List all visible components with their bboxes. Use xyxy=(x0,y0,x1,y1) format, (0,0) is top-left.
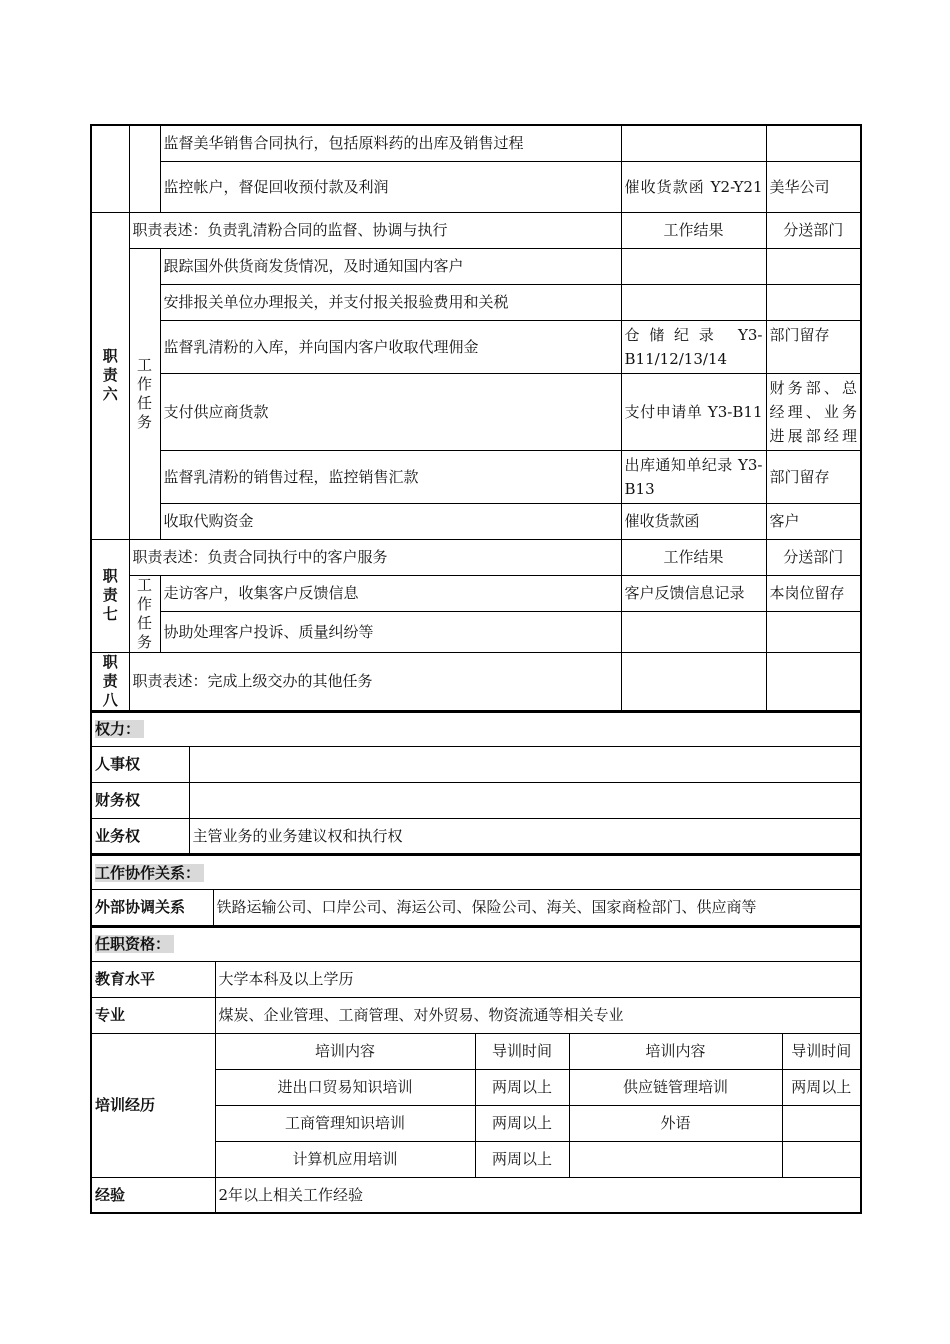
training-cell: 计算机应用培训 xyxy=(215,1141,475,1177)
qualification-title-cell xyxy=(91,927,861,961)
cooperation-title-cell xyxy=(91,856,861,890)
task-cell: 监督乳清粉的销售过程，监控销售汇款 xyxy=(160,450,621,503)
duty6-label-text: 职责六 xyxy=(102,347,118,403)
dept-header: 分送部门 xyxy=(766,212,861,248)
result-cell xyxy=(621,125,766,161)
duty5-tasks-label-cell xyxy=(129,125,160,212)
duty6-statement: 职责表述：负责乳清粉合同的监督、协调与执行 xyxy=(129,212,621,248)
training-cell xyxy=(782,1141,861,1177)
result-cell xyxy=(621,248,766,284)
training-header: 培训内容 xyxy=(215,1033,475,1069)
training-cell xyxy=(569,1141,782,1177)
job-description-page xyxy=(90,124,860,1214)
task-cell: 监控帐户，督促回收预付款及利润 xyxy=(160,161,621,212)
task-cell: 监督美华销售合同执行，包括原料药的出库及销售过程 xyxy=(160,125,621,161)
duty8-statement: 职责表述：完成上级交办的其他任务 xyxy=(129,652,621,711)
training-cell: 供应链管理培训 xyxy=(569,1069,782,1105)
dept-cell xyxy=(766,284,861,320)
duty6-label xyxy=(91,212,129,539)
dept-cell xyxy=(766,125,861,161)
result-header: 工作结果 xyxy=(621,212,766,248)
result-cell xyxy=(621,611,766,652)
training-header: 培训内容 xyxy=(569,1033,782,1069)
result-cell: 客户反馈信息记录 xyxy=(621,575,766,611)
dept-cell xyxy=(766,652,861,711)
result-cell xyxy=(621,284,766,320)
finance-power-label: 财务权 xyxy=(91,782,189,818)
training-cell: 两周以上 xyxy=(475,1141,569,1177)
duty8-label-text: 职责八 xyxy=(102,652,118,709)
duty5-label-cell xyxy=(91,125,129,212)
duties-table xyxy=(90,124,862,712)
personnel-power-label: 人事权 xyxy=(91,746,189,782)
dept-cell: 部门留存 xyxy=(766,450,861,503)
major-value: 煤炭、企业管理、工商管理、对外贸易、物资流通等相关专业 xyxy=(215,997,861,1033)
finance-power-value xyxy=(189,782,861,818)
power-title-cell xyxy=(91,712,861,746)
power-title: 权力： xyxy=(95,720,144,738)
experience-value: 2年以上相关工作经验 xyxy=(215,1177,861,1213)
dept-cell: 客户 xyxy=(766,503,861,539)
training-cell: 外语 xyxy=(569,1105,782,1141)
task-cell: 收取代购资金 xyxy=(160,503,621,539)
duty7-label-text: 职责七 xyxy=(102,567,118,623)
dept-cell: 本岗位留存 xyxy=(766,575,861,611)
training-label: 培训经历 xyxy=(91,1033,215,1177)
dept-cell: 财务部、总经理、业务进展部经理 xyxy=(766,373,861,450)
duty7-label xyxy=(91,539,129,652)
result-cell: 支付申请单 Y3-B11 xyxy=(621,373,766,450)
result-cell xyxy=(621,652,766,711)
duty6-tasks-label-text: 工作任务 xyxy=(136,355,152,431)
qualification-table xyxy=(90,927,862,1215)
result-cell: 催收货款函 Y2-Y21 xyxy=(621,161,766,212)
duty7-tasks-label xyxy=(129,575,160,652)
dept-cell xyxy=(766,611,861,652)
cooperation-title: 工作协作关系： xyxy=(95,864,204,882)
dept-cell xyxy=(766,248,861,284)
training-cell: 两周以上 xyxy=(782,1069,861,1105)
external-relations-value: 铁路运输公司、口岸公司、海运公司、保险公司、海关、国家商检部门、供应商等 xyxy=(213,890,861,926)
task-cell: 监督乳清粉的入库，并向国内客户收取代理佣金 xyxy=(160,320,621,373)
qualification-title: 任职资格： xyxy=(95,935,174,953)
result-cell: 仓储纪录 Y3-B11/12/13/14 xyxy=(621,320,766,373)
training-header: 导训时间 xyxy=(475,1033,569,1069)
major-label: 专业 xyxy=(91,997,215,1033)
business-power-label: 业务权 xyxy=(91,818,189,854)
business-power-value: 主管业务的业务建议权和执行权 xyxy=(189,818,861,854)
education-value: 大学本科及以上学历 xyxy=(215,961,861,997)
duty8-label xyxy=(91,652,129,711)
task-cell: 走访客户，收集客户反馈信息 xyxy=(160,575,621,611)
result-cell: 出库通知单纪录 Y3-B13 xyxy=(621,450,766,503)
task-cell: 跟踪国外供货商发货情况，及时通知国内客户 xyxy=(160,248,621,284)
task-cell: 支付供应商货款 xyxy=(160,373,621,450)
duty7-statement: 职责表述：负责合同执行中的客户服务 xyxy=(129,539,621,575)
power-table xyxy=(90,712,862,856)
external-relations-label: 外部协调关系 xyxy=(91,890,213,926)
duty7-tasks-label-text: 工作任务 xyxy=(136,575,152,651)
personnel-power-value xyxy=(189,746,861,782)
training-header: 导训时间 xyxy=(782,1033,861,1069)
training-cell: 工商管理知识培训 xyxy=(215,1105,475,1141)
result-cell: 催收货款函 xyxy=(621,503,766,539)
task-cell: 安排报关单位办理报关，并支付报关报验费用和关税 xyxy=(160,284,621,320)
training-cell xyxy=(782,1105,861,1141)
training-cell: 两周以上 xyxy=(475,1069,569,1105)
duty6-tasks-label xyxy=(129,248,160,539)
result-header: 工作结果 xyxy=(621,539,766,575)
dept-cell: 美华公司 xyxy=(766,161,861,212)
cooperation-table xyxy=(90,855,862,927)
task-cell: 协助处理客户投诉、质量纠纷等 xyxy=(160,611,621,652)
dept-header: 分送部门 xyxy=(766,539,861,575)
dept-cell: 部门留存 xyxy=(766,320,861,373)
experience-label: 经验 xyxy=(91,1177,215,1213)
training-cell: 进出口贸易知识培训 xyxy=(215,1069,475,1105)
training-cell: 两周以上 xyxy=(475,1105,569,1141)
education-label: 教育水平 xyxy=(91,961,215,997)
